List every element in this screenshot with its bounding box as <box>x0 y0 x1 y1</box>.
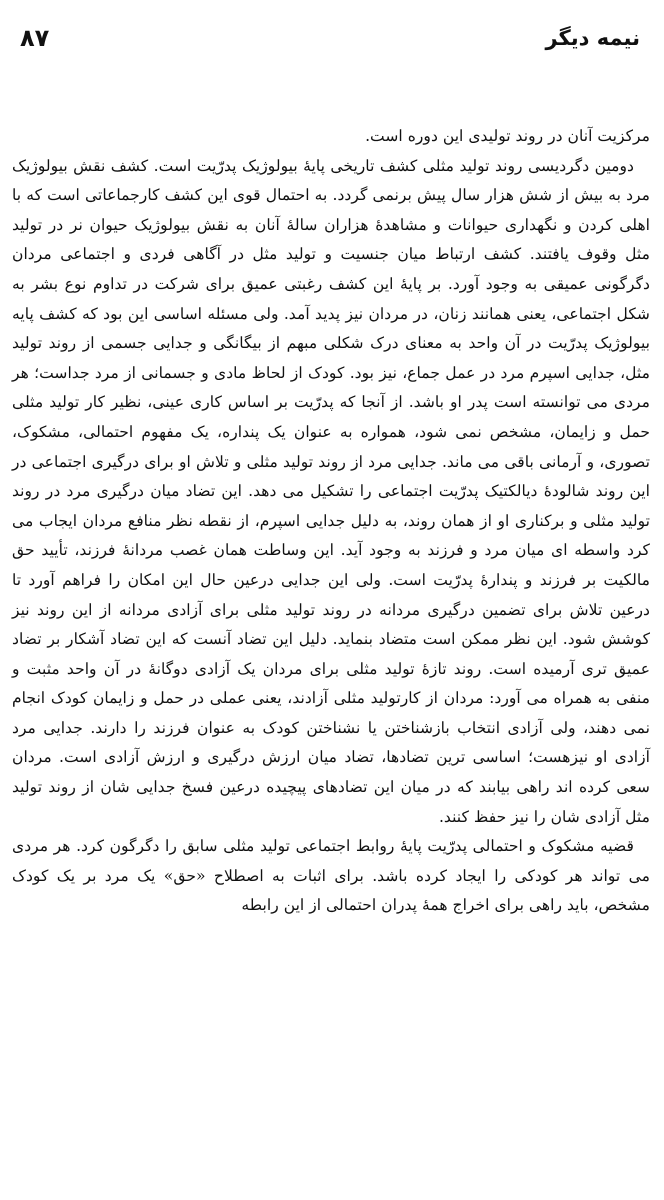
running-head-title: نیمه دیگر <box>545 26 640 50</box>
page-number: ۸۷ <box>20 24 50 52</box>
paragraph-2: دومین دگردیسی روند تولید مثلی کشف تاریخی پایهٔ بیولوژیک پدرّیت است. کشف نقش بیولوژیک مرد به بیش از شش هزار سال پیش برنمی گردد. به احتمال قوی این کشف کارجماعاتی است که با اهلی کردن و نگهداری حیوانات و مشاهدهٔ هزاران سالهٔ آنان به نقش بیولوژیک حیوان نر در تولید مثل وقوف یافتند. کشف ارتباط میان جنسیت و تولید مثل در آگاهی فردی و اجتماعی مردان دگرگونی عمیقی به وجود آورد. بر پایهٔ این کشف رغبتی عمیق برای شرکت در تداوم نوع بشر به شکل اجتماعی، یعنی همانند زنان، در مردان نیز پدید آمد. ولی مسئله اساسی این بود که کشف پایه بیولوژیک پدرّیت در آن واحد به معنای درک شکلی مبهم از بیگانگی و جدایی جسمی از روند تولید مثل، جدایی اسپرم مرد در عمل جماع، نیز بود. کودک از لحاظ مادی و جسمانی از مرد جداست؛ هر مردی می توانسته است پدر او باشد. از آنجا که پدرّیت بر اساس کاری عینی، نظیر کار تولید مثلی حمل و زایمان، مشخص نمی شود، همواره به عنوان یک پنداره، یک مفهوم احتمالی، مشکوک، تصوری، و آرمانی باقی می ماند. جدایی مرد از روند تولید مثلی و تلاش او برای درگیری اجتماعی در این روند شالودهٔ دیالکتیک پدرّیت اجتماعی را تشکیل می دهد. این تضاد میان درگیری مرد در روند تولید مثلی و برکناری او از همان روند، به دلیل جدایی اسپرم، از نقطه نظر منافع مردان ایجاب می کرد واسطه ای میان مرد و فرزند به وجود آید. این وساطت همان غصب مردانهٔ فرزند، تأیید حق مالکیت بر فرزند و پندارهٔ پدرّیت است. ولی این جدایی درعین حال این امکان را فراهم آورد تا درعین تلاش برای تضمین درگیری مردانه در روند تولید مثلی برای آزادی مردانه از این روند نیز کوشش شود. این نظر ممکن است متضاد بنماید. دلیل این تضاد آنست که این تضاد آشکار بر تضاد عمیق تری آرمیده است. روند تازهٔ تولید مثلی برای مردان یک آزادی دوگانهٔ در آن واحد مثبت و منفی به همراه می آورد: مردان از کارتولید مثلی آزادند، یعنی عملی در حمل و زایمان کودک انجام نمی دهند، ولی آزادی انتخاب بازشناختن یا نشناختن کودک به عنوان فرزند را دارند. جدایی مرد آزادی او نیزهست؛ اساسی ترین تضادها، تضاد میان ارزش درگیری و ارزش آزادی است. مردان سعی کرده اند راهی بیابند که در میان این تضادهای پیچیده درعین فسخ جدایی شان از روند تولید مثل آزادی شان را نیز حفظ کنند. <box>12 156 650 826</box>
body-text <box>12 122 650 921</box>
paragraph-3: قضیه مشکوک و احتمالی پدرّیت پایهٔ روابط اجتماعی تولید مثلی سابق را دگرگون کرد. هر مردی می تواند هر کودکی را ایجاد کرده باشد. برای اثبات به اصطلاح «حق» یک مرد بر یک کودک مشخص، باید راهی برای اخراج همهٔ پدران احتمالی از این رابطه <box>12 837 650 915</box>
paragraph-1: مرکزیت آنان در روند تولیدی این دوره است. <box>365 127 650 145</box>
running-head <box>20 18 640 58</box>
